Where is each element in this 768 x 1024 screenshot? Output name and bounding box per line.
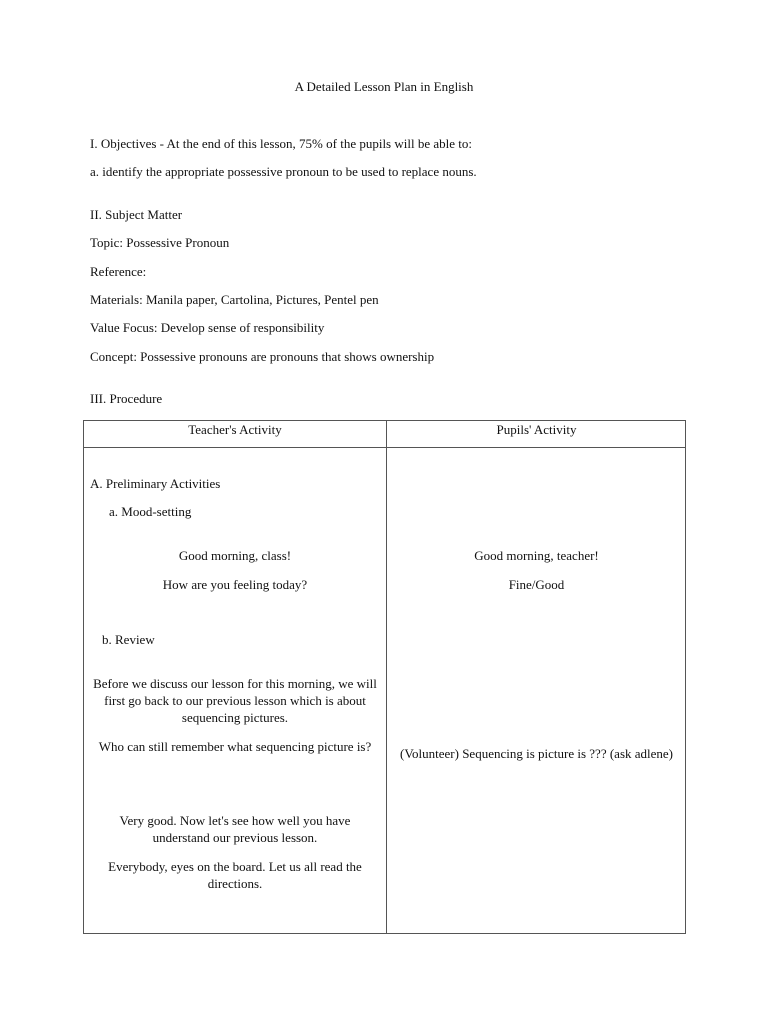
document-title: A Detailed Lesson Plan in English: [294, 79, 474, 94]
teacher-very-good: Very good. Now let's see how well you have understand our previous lesson.: [119, 813, 351, 845]
review-label: b. Review: [102, 632, 155, 647]
teacher-question: How are you feeling today?: [162, 577, 308, 592]
teacher-review-question: Who can still remember what sequencing picture is?: [98, 739, 372, 754]
pupil-answer: Fine/Good: [508, 577, 565, 592]
subject-matter-heading: II. Subject Matter: [90, 207, 183, 222]
mood-setting-label: a. Mood-setting: [109, 504, 192, 519]
teacher-greeting: Good morning, class!: [178, 548, 292, 563]
teacher-directions: Everybody, eyes on the board. Let us all read the directions.: [108, 859, 362, 891]
value-focus-line: Value Focus: Develop sense of responsibility: [90, 320, 325, 335]
pupil-greeting: Good morning, teacher!: [474, 548, 599, 563]
materials-line: Materials: Manila paper, Cartolina, Pictures, Pentel pen: [90, 292, 379, 307]
procedure-table: [83, 420, 686, 934]
topic-line: Topic: Possessive Pronoun: [90, 235, 230, 250]
column-divider: [386, 421, 387, 933]
pupils-activity-header: Pupils' Activity: [496, 422, 577, 437]
section-a-label: A. Preliminary Activities: [90, 476, 221, 491]
teacher-activity-header: Teacher's Activity: [188, 422, 282, 437]
header-divider: [84, 447, 685, 448]
procedure-heading: III. Procedure: [90, 391, 163, 406]
teacher-review-intro: Before we discuss our lesson for this morning, we will first go back to our previous lesson which is about sequencing pictures.: [93, 676, 377, 725]
reference-line: Reference:: [90, 264, 147, 279]
objective-item-a: a. identify the appropriate possessive pronoun to be used to replace nouns.: [90, 164, 477, 179]
concept-line: Concept: Possessive pronouns are pronouns that shows ownership: [90, 349, 435, 364]
pupil-review-answer: (Volunteer) Sequencing is picture is ??? (ask adlene): [399, 746, 674, 761]
objectives-heading: I. Objectives - At the end of this lesson, 75% of the pupils will be able to:: [90, 136, 472, 151]
